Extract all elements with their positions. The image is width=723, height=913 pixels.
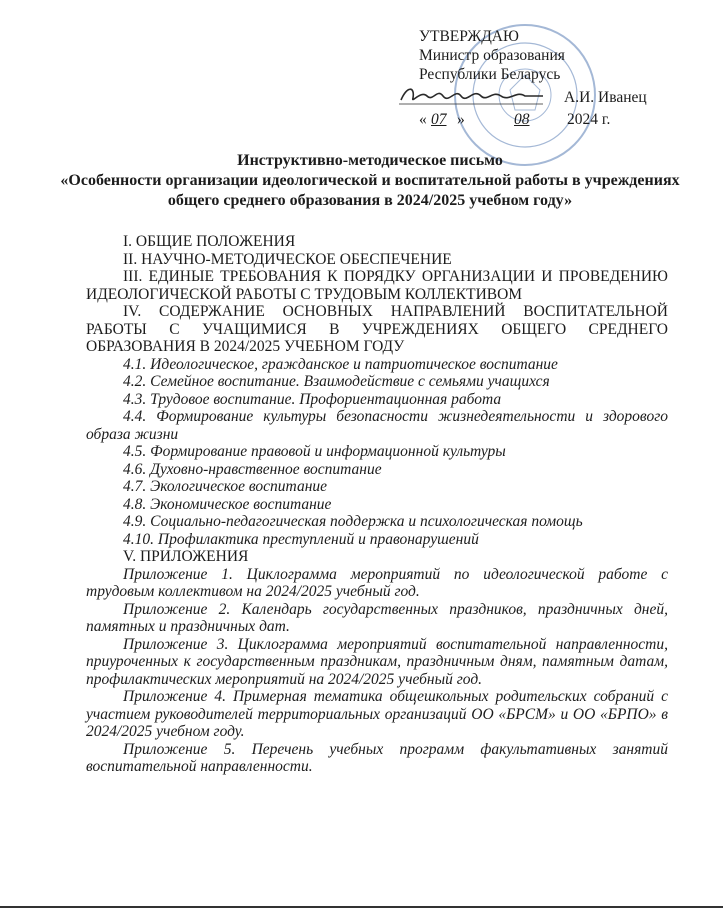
appendix-2: Приложение 2. Календарь государственных праздников, праздничных дней, памятных и праздничных дат. — [86, 600, 668, 635]
subsection-4-4: 4.4. Формирование культуры безопасности жизнедеятельности и здорового образа жизни — [86, 408, 668, 443]
section-3: III. ЕДИНЫЕ ТРЕБОВАНИЯ К ПОРЯДКУ ОРГАНИЗАЦИИ И ПРОВЕДЕНИЮ ИДЕОЛОГИЧЕСКОЙ РАБОТЫ С ТРУДОВЫМ КОЛЛЕКТИВОМ — [86, 268, 668, 303]
title-line-1: Инструктивно-методическое письмо — [237, 152, 503, 169]
section-1: I. ОБЩИЕ ПОЛОЖЕНИЯ — [123, 233, 296, 250]
subsection-4-9: 4.9. Социально-педагогическая поддержка и психологическая помощь — [123, 513, 583, 530]
subsection-4-6: 4.6. Духовно-нравственное воспитание — [123, 460, 382, 478]
signer-name: А.И. Иванец — [564, 89, 647, 106]
bottom-divider — [0, 906, 723, 908]
appendix-5: Приложение 5. Перечень учебных программ факультативных занятий воспитательной направленности. — [86, 740, 668, 775]
section-5: V. ПРИЛОЖЕНИЯ — [123, 548, 249, 565]
document-body — [86, 233, 668, 776]
approval-block — [419, 27, 709, 130]
date-year: 2024 г. — [567, 111, 611, 128]
date-quote-close: » — [457, 111, 465, 128]
approval-country: Республики Беларусь — [419, 66, 561, 83]
subsection-4-5: 4.5. Формирование правовой и информационной культуры — [123, 443, 506, 460]
subsection-4-1: 4.1. Идеологическое, гражданское и патриотическое воспитание — [123, 355, 558, 373]
subsection-4-7: 4.7. Экологическое воспитание — [123, 478, 328, 495]
approval-heading: УТВЕРЖДАЮ — [419, 28, 519, 45]
subsection-4-10: 4.10. Профилактика преступлений и правонарушений — [123, 530, 479, 548]
signature-icon — [397, 82, 547, 108]
subsection-4-3: 4.3. Трудовое воспитание. Профориентационная работа — [123, 390, 502, 408]
date-month: 08 — [514, 111, 530, 128]
appendix-3: Приложение 3. Циклограмма мероприятий воспитательной направленности, приуроченных к государственным праздникам, праздничным дням, памятным датам, профилактических мероприятий на 2024/2025 учебный год. — [86, 635, 668, 688]
section-2: II. НАУЧНО-МЕТОДИЧЕСКОЕ ОБЕСПЕЧЕНИЕ — [123, 250, 452, 268]
document-title — [60, 151, 680, 211]
approval-date — [419, 108, 709, 130]
title-line-2: «Особенности организации идеологической и воспитательной работы в учреждениях общего среднего образования в 2024/2025 учебном году» — [60, 172, 680, 209]
approval-position: Министр образования — [419, 47, 565, 64]
subsection-4-8: 4.8. Экономическое воспитание — [123, 495, 332, 513]
subsection-4-2: 4.2. Семейное воспитание. Взаимодействие с семьями учащихся — [123, 373, 550, 390]
appendix-4: Приложение 4. Примерная тематика общешкольных родительских собраний с участием руководителей территориальных организаций ОО «БРСМ» и ОО «БРПО» в 2024/2025 учебном году. — [86, 688, 668, 740]
signature-row — [419, 84, 709, 108]
appendix-1: Приложение 1. Циклограмма мероприятий по идеологической работе с трудовым коллективом на 2024/2025 учебный год. — [86, 565, 668, 600]
date-day: 07 — [431, 111, 447, 128]
date-quote-open: « — [419, 111, 427, 128]
section-4: IV. СОДЕРЖАНИЕ ОСНОВНЫХ НАПРАВЛЕНИЙ ВОСПИТАТЕЛЬНОЙ РАБОТЫ С УЧАЩИМИСЯ В УЧРЕЖДЕНИЯХ ОБЩЕГО СРЕДНЕГО ОБРАЗОВАНИЯ В 2024/2025 УЧЕБНОМ ГОДУ — [86, 303, 668, 355]
